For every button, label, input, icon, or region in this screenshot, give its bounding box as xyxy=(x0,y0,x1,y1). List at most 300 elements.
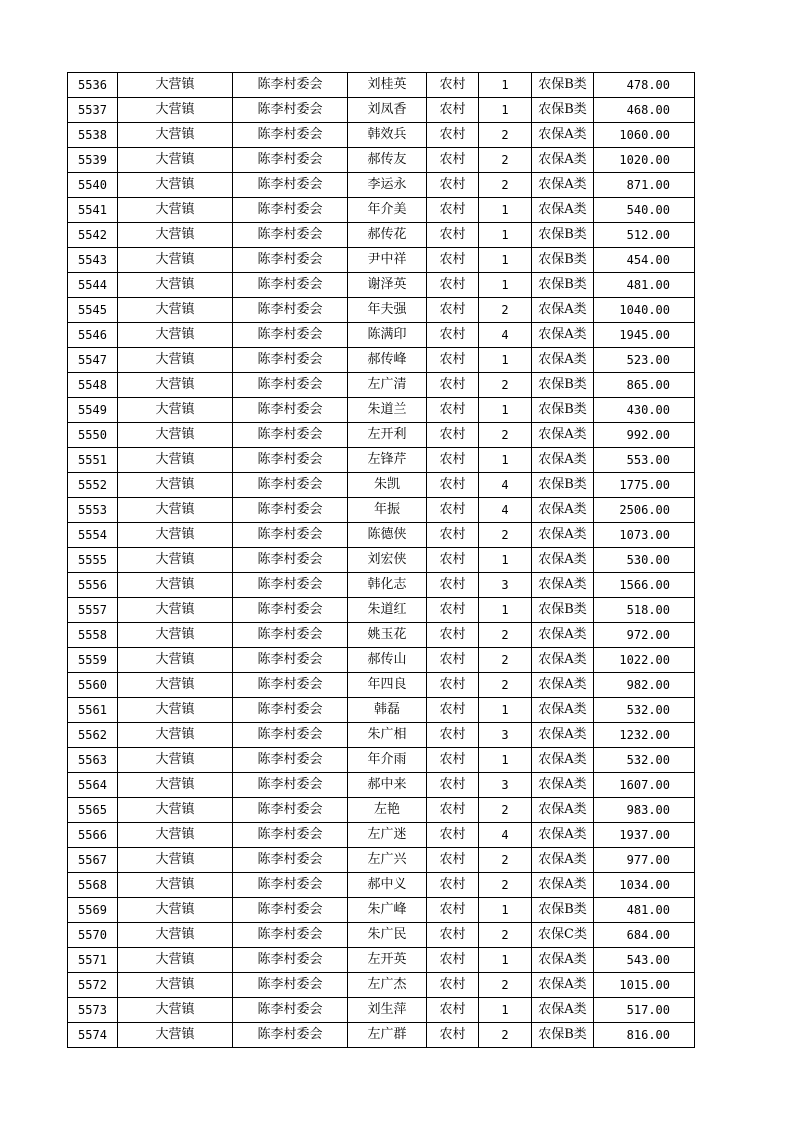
town-cell: 大营镇 xyxy=(118,573,233,598)
record-id-cell: 5568 xyxy=(68,873,118,898)
amount-cell: 543.00 xyxy=(594,948,695,973)
amount-cell: 1566.00 xyxy=(594,573,695,598)
town-cell: 大营镇 xyxy=(118,523,233,548)
village-committee-cell: 陈李村委会 xyxy=(233,73,348,98)
village-committee-cell: 陈李村委会 xyxy=(233,948,348,973)
village-committee-cell: 陈李村委会 xyxy=(233,573,348,598)
area-type-cell: 农村 xyxy=(427,723,479,748)
table-row xyxy=(68,698,695,723)
area-type-cell: 农村 xyxy=(427,323,479,348)
amount-cell: 1073.00 xyxy=(594,523,695,548)
area-type-cell: 农村 xyxy=(427,273,479,298)
record-id-cell: 5554 xyxy=(68,523,118,548)
town-cell: 大营镇 xyxy=(118,1023,233,1048)
amount-cell: 430.00 xyxy=(594,398,695,423)
amount-cell: 977.00 xyxy=(594,848,695,873)
person-name-cell: 朱道兰 xyxy=(348,398,427,423)
record-id-cell: 5572 xyxy=(68,973,118,998)
household-count-cell: 4 xyxy=(479,823,532,848)
person-name-cell: 郝中义 xyxy=(348,873,427,898)
household-count-cell: 3 xyxy=(479,773,532,798)
village-committee-cell: 陈李村委会 xyxy=(233,748,348,773)
area-type-cell: 农村 xyxy=(427,973,479,998)
household-count-cell: 1 xyxy=(479,998,532,1023)
household-count-cell: 2 xyxy=(479,1023,532,1048)
table-row xyxy=(68,898,695,923)
person-name-cell: 左广兴 xyxy=(348,848,427,873)
area-type-cell: 农村 xyxy=(427,998,479,1023)
person-name-cell: 年振 xyxy=(348,498,427,523)
insurance-category-cell: 农保A类 xyxy=(532,773,594,798)
town-cell: 大营镇 xyxy=(118,598,233,623)
household-count-cell: 1 xyxy=(479,448,532,473)
record-id-cell: 5573 xyxy=(68,998,118,1023)
amount-cell: 523.00 xyxy=(594,348,695,373)
person-name-cell: 左锋芹 xyxy=(348,448,427,473)
village-committee-cell: 陈李村委会 xyxy=(233,173,348,198)
person-name-cell: 刘凤香 xyxy=(348,98,427,123)
household-count-cell: 2 xyxy=(479,123,532,148)
area-type-cell: 农村 xyxy=(427,523,479,548)
person-name-cell: 刘生萍 xyxy=(348,998,427,1023)
area-type-cell: 农村 xyxy=(427,448,479,473)
village-committee-cell: 陈李村委会 xyxy=(233,798,348,823)
area-type-cell: 农村 xyxy=(427,423,479,448)
record-id-cell: 5544 xyxy=(68,273,118,298)
town-cell: 大营镇 xyxy=(118,348,233,373)
town-cell: 大营镇 xyxy=(118,898,233,923)
table-row xyxy=(68,473,695,498)
record-id-cell: 5566 xyxy=(68,823,118,848)
insurance-category-cell: 农保A类 xyxy=(532,948,594,973)
village-committee-cell: 陈李村委会 xyxy=(233,448,348,473)
insurance-category-cell: 农保A类 xyxy=(532,148,594,173)
insurance-category-cell: 农保B类 xyxy=(532,73,594,98)
town-cell: 大营镇 xyxy=(118,948,233,973)
insurance-category-cell: 农保A类 xyxy=(532,798,594,823)
household-count-cell: 4 xyxy=(479,473,532,498)
record-id-cell: 5548 xyxy=(68,373,118,398)
household-count-cell: 2 xyxy=(479,923,532,948)
insurance-category-cell: 农保B类 xyxy=(532,473,594,498)
table-row xyxy=(68,623,695,648)
household-count-cell: 2 xyxy=(479,173,532,198)
town-cell: 大营镇 xyxy=(118,873,233,898)
household-count-cell: 1 xyxy=(479,548,532,573)
household-count-cell: 3 xyxy=(479,573,532,598)
area-type-cell: 农村 xyxy=(427,798,479,823)
table-row xyxy=(68,548,695,573)
amount-cell: 1945.00 xyxy=(594,323,695,348)
area-type-cell: 农村 xyxy=(427,923,479,948)
amount-cell: 481.00 xyxy=(594,273,695,298)
record-id-cell: 5550 xyxy=(68,423,118,448)
household-count-cell: 2 xyxy=(479,623,532,648)
table-row xyxy=(68,148,695,173)
town-cell: 大营镇 xyxy=(118,548,233,573)
person-name-cell: 左开利 xyxy=(348,423,427,448)
amount-cell: 1015.00 xyxy=(594,973,695,998)
household-count-cell: 1 xyxy=(479,698,532,723)
town-cell: 大营镇 xyxy=(118,748,233,773)
town-cell: 大营镇 xyxy=(118,998,233,1023)
household-count-cell: 1 xyxy=(479,948,532,973)
record-id-cell: 5565 xyxy=(68,798,118,823)
table-row xyxy=(68,98,695,123)
town-cell: 大营镇 xyxy=(118,198,233,223)
table-row xyxy=(68,848,695,873)
area-type-cell: 农村 xyxy=(427,698,479,723)
area-type-cell: 农村 xyxy=(427,398,479,423)
household-count-cell: 1 xyxy=(479,273,532,298)
table-row xyxy=(68,198,695,223)
insurance-category-cell: 农保A类 xyxy=(532,573,594,598)
insurance-category-cell: 农保A类 xyxy=(532,323,594,348)
village-committee-cell: 陈李村委会 xyxy=(233,498,348,523)
person-name-cell: 陈德侠 xyxy=(348,523,427,548)
amount-cell: 972.00 xyxy=(594,623,695,648)
household-count-cell: 2 xyxy=(479,373,532,398)
village-committee-cell: 陈李村委会 xyxy=(233,373,348,398)
amount-cell: 1060.00 xyxy=(594,123,695,148)
insurance-category-cell: 农保A类 xyxy=(532,698,594,723)
table-row xyxy=(68,498,695,523)
village-committee-cell: 陈李村委会 xyxy=(233,323,348,348)
area-type-cell: 农村 xyxy=(427,948,479,973)
person-name-cell: 韩磊 xyxy=(348,698,427,723)
insurance-category-cell: 农保A类 xyxy=(532,748,594,773)
record-id-cell: 5552 xyxy=(68,473,118,498)
amount-cell: 871.00 xyxy=(594,173,695,198)
town-cell: 大营镇 xyxy=(118,773,233,798)
table-row xyxy=(68,323,695,348)
village-committee-cell: 陈李村委会 xyxy=(233,898,348,923)
table-row xyxy=(68,598,695,623)
insurance-category-cell: 农保B类 xyxy=(532,1023,594,1048)
record-id-cell: 5556 xyxy=(68,573,118,598)
town-cell: 大营镇 xyxy=(118,848,233,873)
record-id-cell: 5570 xyxy=(68,923,118,948)
insurance-category-cell: 农保A类 xyxy=(532,723,594,748)
town-cell: 大营镇 xyxy=(118,673,233,698)
village-committee-cell: 陈李村委会 xyxy=(233,998,348,1023)
person-name-cell: 郝传花 xyxy=(348,223,427,248)
person-name-cell: 朱广相 xyxy=(348,723,427,748)
insurance-category-cell: 农保A类 xyxy=(532,348,594,373)
table-row xyxy=(68,298,695,323)
amount-cell: 1775.00 xyxy=(594,473,695,498)
insurance-category-cell: 农保A类 xyxy=(532,173,594,198)
person-name-cell: 刘宏侠 xyxy=(348,548,427,573)
table-row xyxy=(68,273,695,298)
amount-cell: 1937.00 xyxy=(594,823,695,848)
town-cell: 大营镇 xyxy=(118,298,233,323)
village-committee-cell: 陈李村委会 xyxy=(233,848,348,873)
person-name-cell: 年介雨 xyxy=(348,748,427,773)
record-id-cell: 5549 xyxy=(68,398,118,423)
person-name-cell: 朱道红 xyxy=(348,598,427,623)
amount-cell: 468.00 xyxy=(594,98,695,123)
town-cell: 大营镇 xyxy=(118,423,233,448)
town-cell: 大营镇 xyxy=(118,323,233,348)
amount-cell: 518.00 xyxy=(594,598,695,623)
village-committee-cell: 陈李村委会 xyxy=(233,823,348,848)
amount-cell: 517.00 xyxy=(594,998,695,1023)
household-count-cell: 1 xyxy=(479,248,532,273)
table-row xyxy=(68,173,695,198)
area-type-cell: 农村 xyxy=(427,298,479,323)
person-name-cell: 左开英 xyxy=(348,948,427,973)
person-name-cell: 郝传友 xyxy=(348,148,427,173)
household-count-cell: 1 xyxy=(479,348,532,373)
table-row xyxy=(68,673,695,698)
person-name-cell: 左广杰 xyxy=(348,973,427,998)
town-cell: 大营镇 xyxy=(118,623,233,648)
village-committee-cell: 陈李村委会 xyxy=(233,423,348,448)
amount-cell: 532.00 xyxy=(594,748,695,773)
household-count-cell: 1 xyxy=(479,748,532,773)
household-count-cell: 4 xyxy=(479,498,532,523)
area-type-cell: 农村 xyxy=(427,98,479,123)
table-row xyxy=(68,873,695,898)
town-cell: 大营镇 xyxy=(118,173,233,198)
amount-cell: 1022.00 xyxy=(594,648,695,673)
record-id-cell: 5540 xyxy=(68,173,118,198)
village-committee-cell: 陈李村委会 xyxy=(233,923,348,948)
town-cell: 大营镇 xyxy=(118,923,233,948)
table-row xyxy=(68,523,695,548)
town-cell: 大营镇 xyxy=(118,498,233,523)
village-committee-cell: 陈李村委会 xyxy=(233,148,348,173)
amount-cell: 1020.00 xyxy=(594,148,695,173)
person-name-cell: 年四良 xyxy=(348,673,427,698)
table-row xyxy=(68,223,695,248)
insurance-category-cell: 农保A类 xyxy=(532,873,594,898)
area-type-cell: 农村 xyxy=(427,548,479,573)
amount-cell: 2506.00 xyxy=(594,498,695,523)
person-name-cell: 朱凯 xyxy=(348,473,427,498)
table-row xyxy=(68,773,695,798)
village-committee-cell: 陈李村委会 xyxy=(233,123,348,148)
table-row xyxy=(68,448,695,473)
person-name-cell: 韩化志 xyxy=(348,573,427,598)
table-row xyxy=(68,798,695,823)
record-id-cell: 5541 xyxy=(68,198,118,223)
town-cell: 大营镇 xyxy=(118,273,233,298)
table-row xyxy=(68,73,695,98)
person-name-cell: 郝传峰 xyxy=(348,348,427,373)
insurance-category-cell: 农保B类 xyxy=(532,398,594,423)
amount-cell: 865.00 xyxy=(594,373,695,398)
table-row xyxy=(68,823,695,848)
insurance-category-cell: 农保A类 xyxy=(532,123,594,148)
person-name-cell: 左广迷 xyxy=(348,823,427,848)
record-id-cell: 5539 xyxy=(68,148,118,173)
insurance-category-cell: 农保A类 xyxy=(532,648,594,673)
area-type-cell: 农村 xyxy=(427,623,479,648)
record-id-cell: 5547 xyxy=(68,348,118,373)
area-type-cell: 农村 xyxy=(427,148,479,173)
village-committee-cell: 陈李村委会 xyxy=(233,1023,348,1048)
village-committee-cell: 陈李村委会 xyxy=(233,873,348,898)
town-cell: 大营镇 xyxy=(118,973,233,998)
insurance-category-cell: 农保A类 xyxy=(532,848,594,873)
insurance-category-cell: 农保B类 xyxy=(532,598,594,623)
amount-cell: 478.00 xyxy=(594,73,695,98)
amount-cell: 454.00 xyxy=(594,248,695,273)
town-cell: 大营镇 xyxy=(118,123,233,148)
household-count-cell: 2 xyxy=(479,673,532,698)
village-committee-cell: 陈李村委会 xyxy=(233,673,348,698)
household-count-cell: 4 xyxy=(479,323,532,348)
household-count-cell: 2 xyxy=(479,873,532,898)
insurance-category-cell: 农保A类 xyxy=(532,498,594,523)
area-type-cell: 农村 xyxy=(427,748,479,773)
amount-cell: 684.00 xyxy=(594,923,695,948)
town-cell: 大营镇 xyxy=(118,648,233,673)
village-committee-cell: 陈李村委会 xyxy=(233,523,348,548)
area-type-cell: 农村 xyxy=(427,898,479,923)
area-type-cell: 农村 xyxy=(427,223,479,248)
person-name-cell: 陈满印 xyxy=(348,323,427,348)
town-cell: 大营镇 xyxy=(118,248,233,273)
area-type-cell: 农村 xyxy=(427,773,479,798)
amount-cell: 532.00 xyxy=(594,698,695,723)
village-committee-cell: 陈李村委会 xyxy=(233,623,348,648)
insurance-category-cell: 农保A类 xyxy=(532,673,594,698)
record-id-cell: 5561 xyxy=(68,698,118,723)
town-cell: 大营镇 xyxy=(118,723,233,748)
village-committee-cell: 陈李村委会 xyxy=(233,248,348,273)
area-type-cell: 农村 xyxy=(427,473,479,498)
household-count-cell: 1 xyxy=(479,398,532,423)
record-id-cell: 5542 xyxy=(68,223,118,248)
insurance-category-cell: 农保A类 xyxy=(532,448,594,473)
village-committee-cell: 陈李村委会 xyxy=(233,723,348,748)
village-committee-cell: 陈李村委会 xyxy=(233,973,348,998)
amount-cell: 512.00 xyxy=(594,223,695,248)
person-name-cell: 郝中来 xyxy=(348,773,427,798)
amount-cell: 992.00 xyxy=(594,423,695,448)
record-id-cell: 5557 xyxy=(68,598,118,623)
village-committee-cell: 陈李村委会 xyxy=(233,548,348,573)
village-committee-cell: 陈李村委会 xyxy=(233,223,348,248)
town-cell: 大营镇 xyxy=(118,448,233,473)
records-table xyxy=(67,72,695,1048)
record-id-cell: 5571 xyxy=(68,948,118,973)
table-row xyxy=(68,748,695,773)
table-row xyxy=(68,1023,695,1048)
insurance-category-cell: 农保A类 xyxy=(532,973,594,998)
area-type-cell: 农村 xyxy=(427,848,479,873)
person-name-cell: 尹中祥 xyxy=(348,248,427,273)
household-count-cell: 2 xyxy=(479,423,532,448)
area-type-cell: 农村 xyxy=(427,73,479,98)
town-cell: 大营镇 xyxy=(118,148,233,173)
household-count-cell: 1 xyxy=(479,223,532,248)
insurance-category-cell: 农保B类 xyxy=(532,248,594,273)
table-row xyxy=(68,998,695,1023)
table-row xyxy=(68,973,695,998)
record-id-cell: 5564 xyxy=(68,773,118,798)
household-count-cell: 1 xyxy=(479,198,532,223)
person-name-cell: 朱广民 xyxy=(348,923,427,948)
village-committee-cell: 陈李村委会 xyxy=(233,598,348,623)
record-id-cell: 5558 xyxy=(68,623,118,648)
town-cell: 大营镇 xyxy=(118,473,233,498)
person-name-cell: 韩效兵 xyxy=(348,123,427,148)
amount-cell: 1034.00 xyxy=(594,873,695,898)
village-committee-cell: 陈李村委会 xyxy=(233,398,348,423)
record-id-cell: 5560 xyxy=(68,673,118,698)
table-row xyxy=(68,648,695,673)
record-id-cell: 5543 xyxy=(68,248,118,273)
table-row xyxy=(68,398,695,423)
person-name-cell: 刘桂英 xyxy=(348,73,427,98)
village-committee-cell: 陈李村委会 xyxy=(233,273,348,298)
village-committee-cell: 陈李村委会 xyxy=(233,198,348,223)
village-committee-cell: 陈李村委会 xyxy=(233,648,348,673)
table-row xyxy=(68,348,695,373)
person-name-cell: 左艳 xyxy=(348,798,427,823)
person-name-cell: 谢泽英 xyxy=(348,273,427,298)
person-name-cell: 朱广峰 xyxy=(348,898,427,923)
village-committee-cell: 陈李村委会 xyxy=(233,773,348,798)
area-type-cell: 农村 xyxy=(427,198,479,223)
insurance-category-cell: 农保A类 xyxy=(532,823,594,848)
amount-cell: 983.00 xyxy=(594,798,695,823)
table-row xyxy=(68,723,695,748)
area-type-cell: 农村 xyxy=(427,373,479,398)
village-committee-cell: 陈李村委会 xyxy=(233,698,348,723)
area-type-cell: 农村 xyxy=(427,573,479,598)
insurance-category-cell: 农保A类 xyxy=(532,298,594,323)
amount-cell: 1040.00 xyxy=(594,298,695,323)
amount-cell: 1607.00 xyxy=(594,773,695,798)
person-name-cell: 年介美 xyxy=(348,198,427,223)
household-count-cell: 2 xyxy=(479,848,532,873)
record-id-cell: 5546 xyxy=(68,323,118,348)
household-count-cell: 2 xyxy=(479,798,532,823)
amount-cell: 553.00 xyxy=(594,448,695,473)
area-type-cell: 农村 xyxy=(427,1023,479,1048)
area-type-cell: 农村 xyxy=(427,673,479,698)
amount-cell: 816.00 xyxy=(594,1023,695,1048)
insurance-category-cell: 农保A类 xyxy=(532,548,594,573)
amount-cell: 540.00 xyxy=(594,198,695,223)
town-cell: 大营镇 xyxy=(118,373,233,398)
insurance-category-cell: 农保B类 xyxy=(532,273,594,298)
area-type-cell: 农村 xyxy=(427,348,479,373)
person-name-cell: 年夫强 xyxy=(348,298,427,323)
area-type-cell: 农村 xyxy=(427,823,479,848)
insurance-category-cell: 农保B类 xyxy=(532,223,594,248)
insurance-category-cell: 农保A类 xyxy=(532,423,594,448)
area-type-cell: 农村 xyxy=(427,173,479,198)
household-count-cell: 1 xyxy=(479,73,532,98)
record-id-cell: 5537 xyxy=(68,98,118,123)
area-type-cell: 农村 xyxy=(427,248,479,273)
household-count-cell: 1 xyxy=(479,598,532,623)
village-committee-cell: 陈李村委会 xyxy=(233,348,348,373)
record-id-cell: 5569 xyxy=(68,898,118,923)
town-cell: 大营镇 xyxy=(118,98,233,123)
record-id-cell: 5574 xyxy=(68,1023,118,1048)
record-id-cell: 5553 xyxy=(68,498,118,523)
record-id-cell: 5559 xyxy=(68,648,118,673)
amount-cell: 530.00 xyxy=(594,548,695,573)
area-type-cell: 农村 xyxy=(427,648,479,673)
